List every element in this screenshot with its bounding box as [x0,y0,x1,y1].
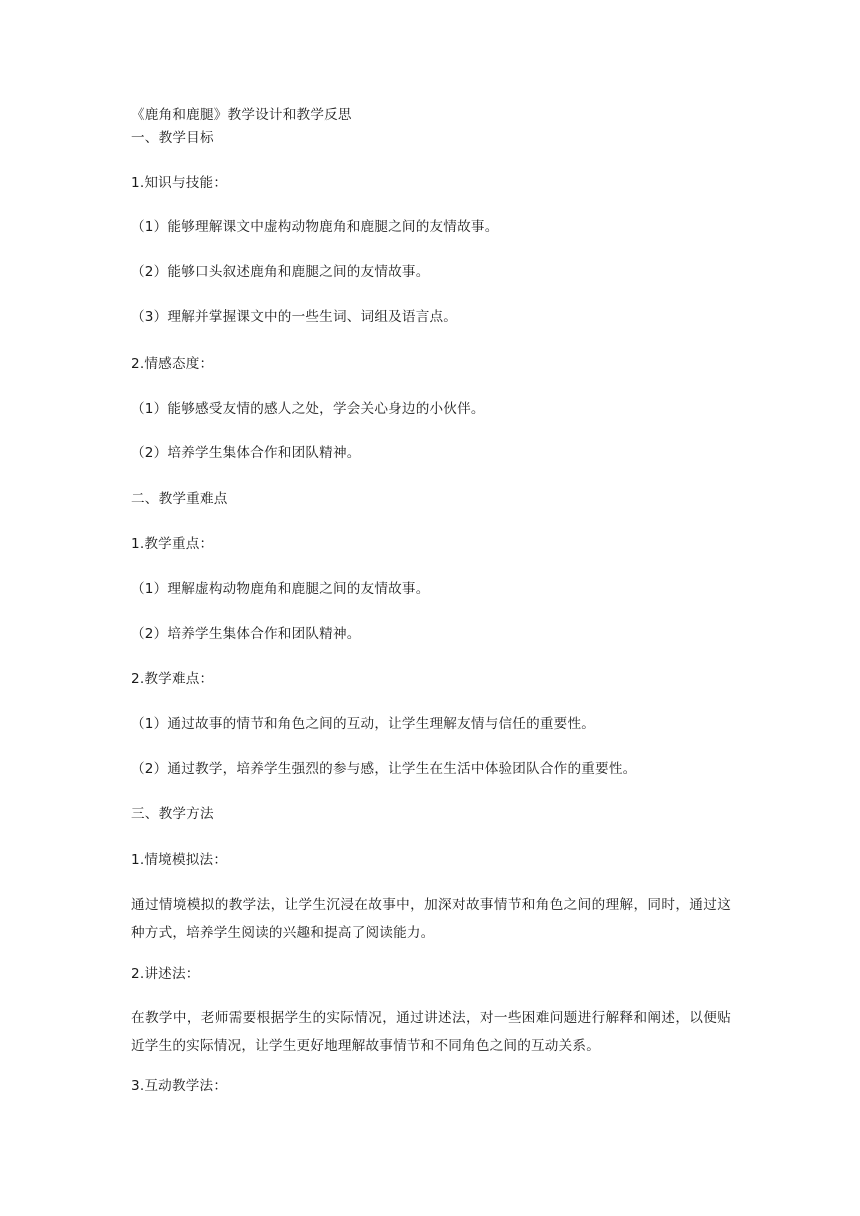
list-item: （1）通过故事的情节和角色之间的互动，让学生理解友情与信任的重要性。 [131,716,596,732]
list-item: （2）培养学生集体合作和团队精神。 [131,445,361,461]
list-item: （2）通过教学，培养学生强烈的参与感，让学生在生活中体验团队合作的重要性。 [131,761,637,777]
subheading-difficult-points: 2.教学难点： [131,671,214,687]
subheading-key-points: 1.教学重点： [131,536,214,552]
subheading-emotional-attitude: 2.情感态度： [131,356,214,372]
subheading-narration-method: 2.讲述法： [131,966,200,982]
section-heading-methods: 三、教学方法 [131,806,214,822]
subheading-situational-simulation: 1.情境模拟法： [131,852,228,868]
list-item: （3）理解并掌握课文中的一些生词、词组及语言点。 [131,309,458,325]
list-item: （1）能够理解课文中虚构动物鹿角和鹿腿之间的友情故事。 [131,219,499,235]
list-item: （1）理解虚构动物鹿角和鹿腿之间的友情故事。 [131,581,430,597]
section-heading-objectives: 一、教学目标 [131,130,214,146]
list-item: （2）能够口头叙述鹿角和鹿腿之间的友情故事。 [131,264,430,280]
section-heading-key-difficult-points: 二、教学重难点 [131,491,228,507]
list-item: （2）培养学生集体合作和团队精神。 [131,626,361,642]
subheading-interactive-method: 3.互动教学法： [131,1078,228,1094]
paragraph: 通过情境模拟的教学法，让学生沉浸在故事中，加深对故事情节和角色之间的理解，同时，通过这种方式，培养学生阅读的兴趣和提高了阅读能力。 [131,897,731,941]
paragraph: 在教学中，老师需要根据学生的实际情况，通过讲述法，对一些困难问题进行解释和阐述，以便贴近学生的实际情况，让学生更好地理解故事情节和不同角色之间的互动关系。 [131,1010,731,1054]
subheading-knowledge-skills: 1.知识与技能： [131,175,228,191]
document-title: 《鹿角和鹿腿》教学设计和教学反思 [131,107,352,123]
list-item: （1）能够感受友情的感人之处，学会关心身边的小伙伴。 [131,401,485,417]
